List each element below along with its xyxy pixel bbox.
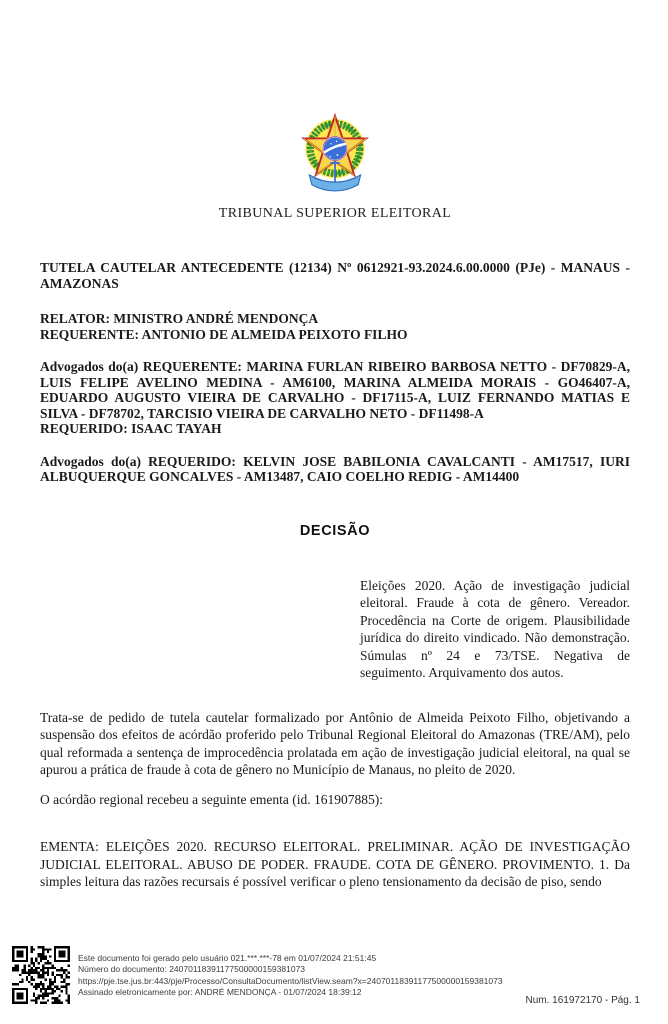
page-number: Num. 161972170 - Pág. 1: [525, 995, 640, 1006]
body-paragraph: O acórdão regional recebeu a seguinte ementa (id. 161907885):: [40, 791, 383, 807]
footer-url-line: https://pje.tse.jus.br:443/pje/Processo/ConsultaDocumento/listView.seam?x=24070118391177500000159381073: [78, 975, 503, 986]
decision-summary-quote: Eleições 2020. Ação de investigação judicial eleitoral. Fraude à cota de gênero. Vereador. Procedência na Corte de origem. Plausibilidade jurídica do direito vindicado. Não demonstração. Súmulas nº 24 e 73/TSE. Negativa de seguimento. Arquivamento dos autos.: [360, 577, 630, 680]
requerente-line: REQUERENTE: ANTONIO DE ALMEIDA PEIXOTO FILHO: [40, 326, 408, 342]
court-title: TRIBUNAL SUPERIOR ELEITORAL: [218, 206, 452, 221]
advogados-requerido: Advogados do(a) REQUERIDO: KELVIN JOSE BABILONIA CAVALCANTI - AM17517, IURI ALBUQUERQUE GONCALVES - AM13487, CAIO COELHO REDIG - AM14400: [40, 453, 630, 484]
decision-heading: DECISÃO: [299, 522, 371, 539]
relator-line: RELATOR: MINISTRO ANDRÉ MENDONÇA: [40, 311, 319, 326]
footer-signature-line: Assinado eletronicamente por: ANDRÉ MENDONÇA - 01/07/2024 18:39:12: [78, 987, 362, 998]
case-title: TUTELA CAUTELAR ANTECEDENTE (12134) Nº 0612921-93.2024.6.00.0000 (PJe) - MANAUS - AMAZONAS: [40, 260, 630, 291]
body-paragraph: Trata-se de pedido de tutela cautelar formalizado por Antônio de Almeida Peixoto Filho, objetivando a suspensão dos efeitos de acórdão proferido pelo Tribunal Regional Eleitoral do Amazonas (TRE/AM), pelo qual reformada a sentença de improcedência prolatada em ação de investigação judicial eleitoral, na qual se apurou a prática de fraude à cota de gênero no Município de Manaus, no pleito de 2020.: [40, 709, 630, 777]
footer-metadata: [78, 953, 503, 999]
advogados-requerente-block: [40, 359, 630, 437]
footer-docnumber-line: Número do documento: 24070118391177500000159381073: [78, 964, 306, 975]
document-footer: [0, 940, 668, 1024]
parties-block: [40, 311, 630, 342]
advogados-requerido-block: [40, 454, 630, 485]
brazil-coat-of-arms-icon: [295, 111, 375, 199]
advogados-requerente: Advogados do(a) REQUERENTE: MARINA FURLAN RIBEIRO BARBOSA NETTO - DF70829-A, LUIS FELIPE AVELINO MEDINA - AM6100, MARINA ALMEIDA MORAIS - GO46407-A, EDUARDO AUGUSTO VIEIRA DE CARVALHO - DF17115-A, LUIZ FERNANDO MATIAS E SILVA - DF78702, TARCISIO VIEIRA DE CARVALHO NETO - DF11498-A: [40, 359, 630, 421]
document-content: [40, 0, 630, 935]
requerido-line: REQUERIDO: ISAAC TAYAH: [40, 421, 222, 436]
footer-generated-line: Este documento foi gerado pelo usuário 021.***.***-78 em 01/07/2024 21:51:45: [78, 953, 377, 963]
qr-code-icon: [12, 946, 70, 1004]
ementa-paragraph: EMENTA: ELEIÇÕES 2020. RECURSO ELEITORAL. PRELIMINAR. AÇÃO DE INVESTIGAÇÃO JUDICIAL ELEITORAL. ABUSO DE PODER. FRAUDE. COTA DE GÊNERO. PROVIMENTO. 1. Da simples leitura das razões recursais é possível verificar o pleno tensionamento da decisão de piso, sendo: [40, 839, 630, 889]
